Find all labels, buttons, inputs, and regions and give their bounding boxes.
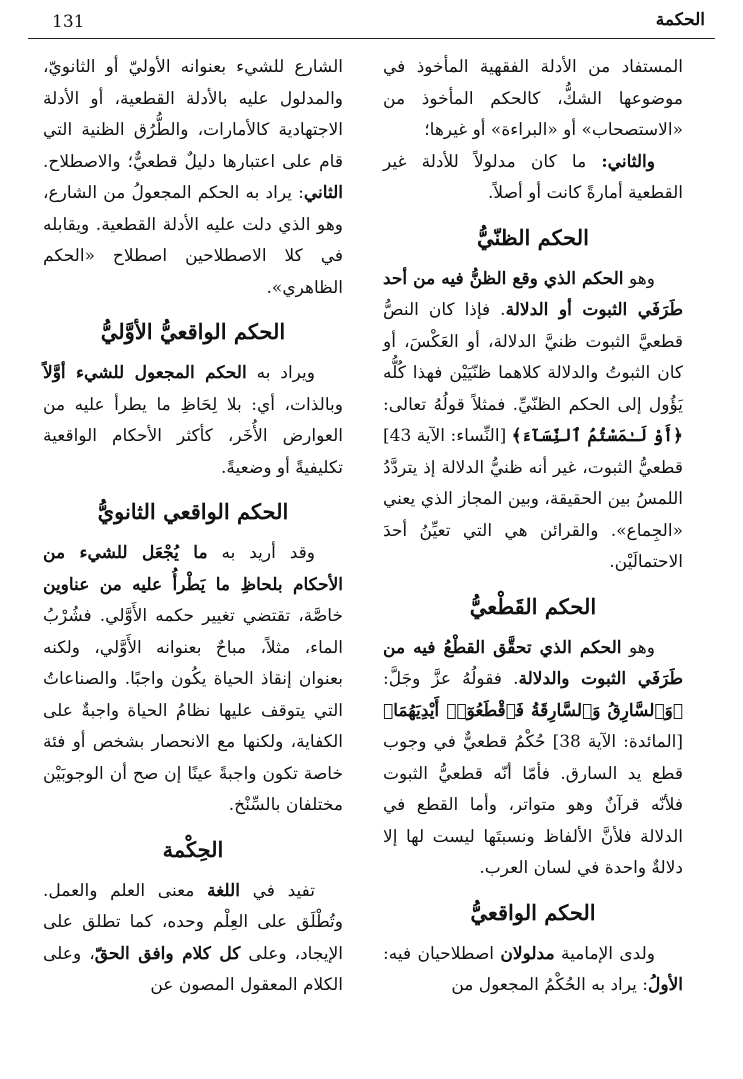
heading-awwali: الحكم الواقعيُّ الأوَّليُّ: [100, 319, 286, 344]
heading-zanni: الحكم الظنّيُّ: [477, 224, 589, 250]
paragraph: وهو الحكم الذي وقع الظنُّ فيه من أحد طَرَفَي الثبوت أو الدلالة. فإذا كان النصُّ قطعيَّ الثبوت ظنيَّ الدلالة، أو العَكْسَ، أو كان الثبوتُ والدلالة كلاهما ظنّيَيْن فهذا كُلُّه يَؤُول إلى الحكم الظنّيِّ. فمثلاً قولُهُ تعالى: ﴿أَوْ لَـٰمَسْتُمُ ٱلنِّسَآءَ﴾ [النِّساء: الآية 43] قطعيُّ الثبوت، غير أنه ظنيُّ الدلالة إذ يتردَّدُ اللمسُ بين الحقيقة، وبين المجاز الذي يعني «الجِماع». والقرائن هي التي تعيِّنُ أحدَ الاحتمالَيْن.: [383, 268, 683, 572]
right-column: [383, 52, 683, 1002]
paragraph: ويراد به الحكم المجعول للشيء أوَّلاً وبالذات، أي: بلا لِحَاظِ ما يطرأ عليه من العوارض الأُخَر، كأكثر الأحكام الواقعية تكليفيةً أو وضعيةً.: [43, 363, 343, 478]
paragraph: والثاني: ما كان مدلولاً للأدلة غير القطعية أمارةً كانت أو أصلاً.: [383, 151, 683, 203]
quran-verse: ﴿أَوْ لَـٰمَسْتُمُ ٱلنِّسَآءَ﴾: [511, 426, 683, 446]
page-number: 131: [52, 12, 85, 32]
heading-waqi: الحكم الواقعيُّ: [470, 899, 596, 925]
heading-qati: الحكم القَطْعيُّ: [469, 593, 597, 619]
paragraph: تفيد في اللغة معنى العلم والعمل. وتُطْلَق على العِلْم وحده، كما تطلق على الإيجاد، وعلى كل كلام وافق الحقّ، وعلى الكلام المعقول المصون عن: [43, 880, 343, 995]
paragraph: وهو الحكم الذي تحقَّق القطْعُ فيه من طَرَفَي الثبوت والدلالة. فقولُهُ عزَّ وجَلَّ: ﴿وَٱلسَّارِقُ وَٱلسَّارِقَةُ فَٱقْطَعُوٓا۟ أَيْدِيَهُمَا﴾ [المائدة: الآية 38] حُكْمُ قطعيٌّ في وجوب قطع يد السارق. فأمّا أنّه قطعيُّ الثبوت فلأنّه قرآنٌ وهو متواتر، وأما القطع في الدلالة فلأنَّ الألفاظ ونسبتَها ليست لها إلا دلالةٌ واحدة في لسان العرب.: [383, 637, 683, 878]
quran-verse: ﴿وَٱلسَّارِقُ وَٱلسَّارِقَةُ فَٱقْطَعُوٓا۟ أَيْدِيَهُمَا﴾: [383, 700, 683, 721]
paragraph: وقد أريد به ما يُجْعَل للشيء من الأحكام بلحاظِ ما يَطْرأُ عليه من عناوين خاصَّة، تقتضي تغيير حكمه الأَوَّلي. فشُرْبُ الماء، مثلاً، مباحٌ بعنوانه الأَوَّلي، ولكنه بعنوان إنقاذ الحياة يكُون واجبًا. والصناعاتُ التي يتوقف عليها نظامُ الحياة واجبةٌ على الكفاية، ولكنها مع الانحصار بشخص أو فئة خاصة تكون واجبةً عينًا إن صح أن الوجوبَيْن مختلفان بالسِّنْخ.: [43, 543, 343, 815]
running-title: الحكمة: [655, 10, 705, 30]
left-column: [43, 52, 343, 1002]
paragraph: ولدى الإمامية مدلولان اصطلاحيان فيه: الأولُ: يراد به الحُكْمُ المجعول من: [383, 943, 683, 995]
page-header: [28, 8, 715, 39]
paragraph: المستفاد من الأدلة الفقهية المأخوذ في موضوعها الشكُّ، كالحكم المأخوذ من «الاستصحاب» أو «البراءة» أو غيرها؛: [383, 57, 683, 140]
paragraph: الشارع للشيء بعنوانه الأوليّ أو الثانويّ، والمدلول عليه بالأدلة القطعية، أو الأدلة الاجتهادية كالأمارات، والطُّرُق الظنية التي قام على اعتبارها دليلٌ قطعيٌّ؛ والاصطلاح. الثاني: يراد به الحكم المجعولُ من الشارع، وهو الذي دلت عليه الأدلة القطعية. ويقابله في كلا الاصطلاحين اصطلاح «الحكم الظاهري».: [43, 57, 343, 298]
heading-hikma: الحِكْمة: [162, 836, 224, 862]
heading-thanawi: الحكم الواقعي الثانويُّ: [97, 499, 289, 524]
